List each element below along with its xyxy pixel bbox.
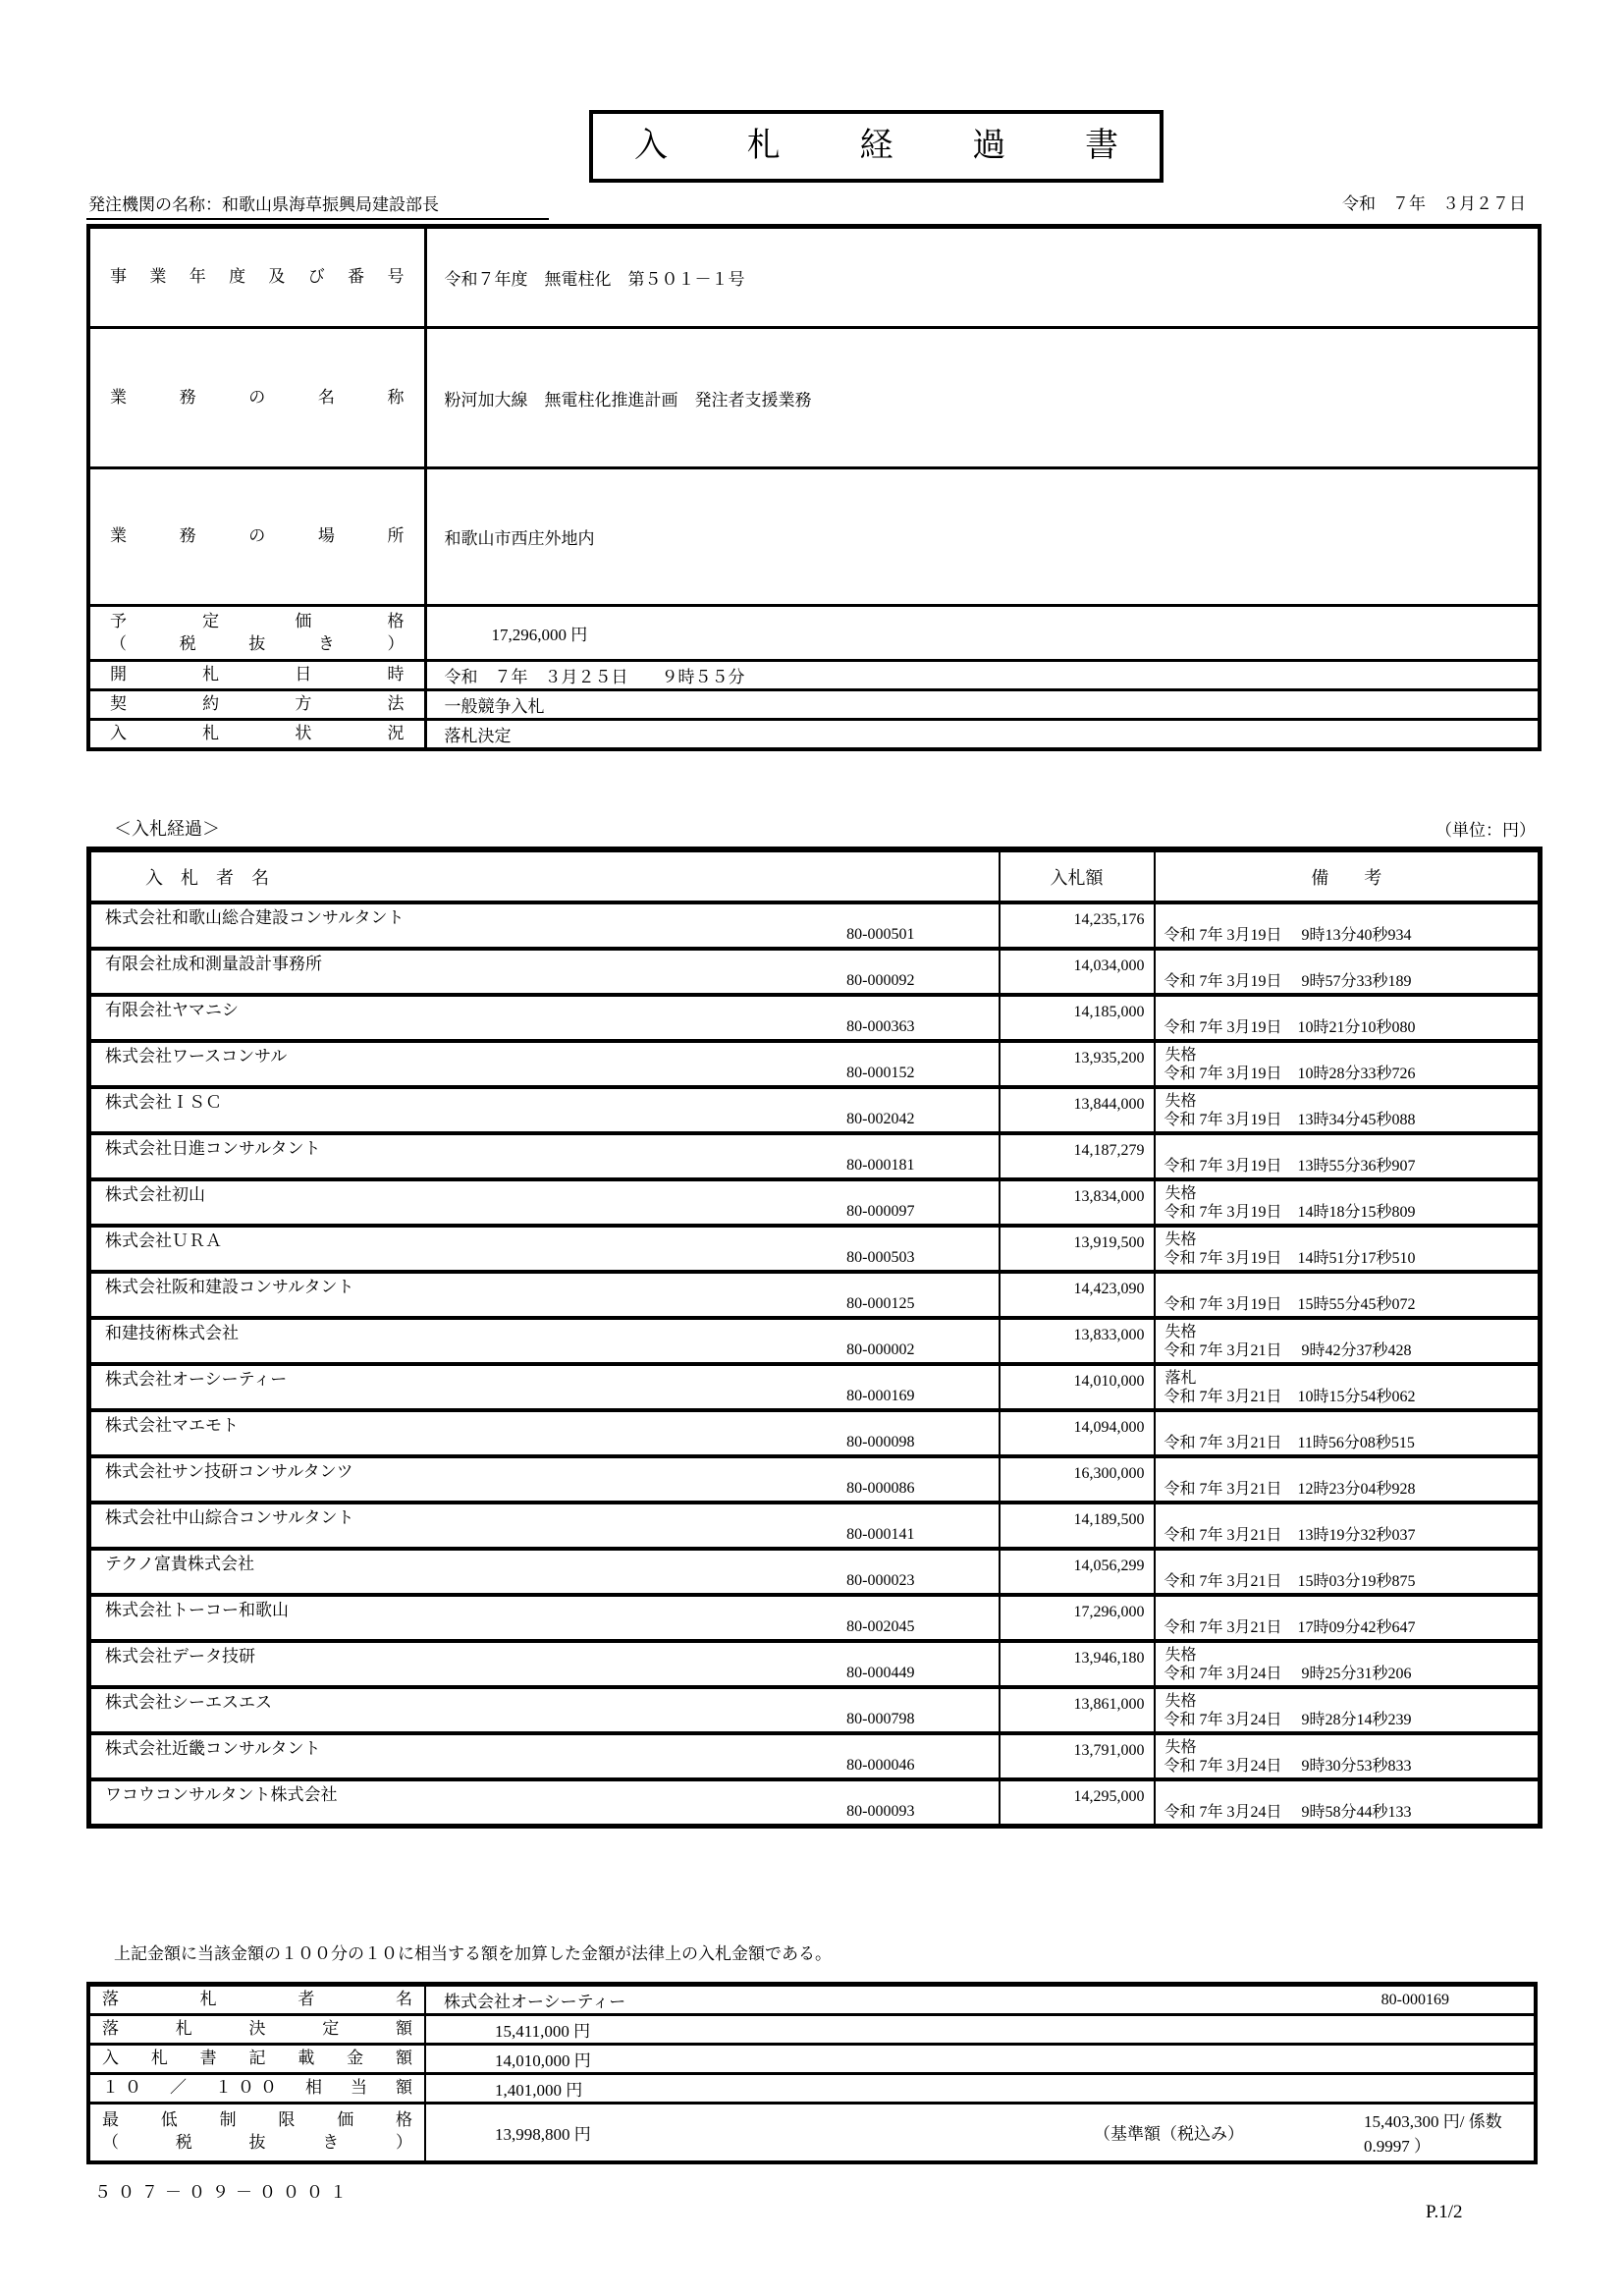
bid-amount: 13,935,200: [1000, 1041, 1155, 1087]
bidder-name: 株式会社和歌山総合建設コンサルタント: [105, 908, 405, 927]
document-date: 令和 ７年 ３月２７日: [1342, 194, 1526, 213]
bidder-name: 和建技術株式会社: [105, 1324, 239, 1342]
bid-datetime: 令和 7年 3月19日 10時21分10秒080: [1164, 1019, 1416, 1036]
bidder-name: 株式会社マエモト: [105, 1416, 239, 1435]
bid-datetime: 令和 7年 3月19日 13時34分45秒088: [1164, 1112, 1416, 1128]
bid-datetime: 令和 7年 3月21日 12時23分04秒928: [1164, 1481, 1416, 1498]
info-label-bid-state: 入 札 状 況: [110, 724, 405, 743]
award-label-decision-amount: 落 札 決 定 額: [102, 2019, 412, 2039]
bidder-code: 80-000449: [846, 1665, 915, 1681]
base-amount-value: 15,403,300 円/ 係数 0.9997 ）: [1364, 2112, 1502, 2157]
table-row: [88, 606, 1540, 661]
bid-section-label: ＜入札経過＞: [114, 819, 220, 839]
bid-amount: 13,844,000: [1000, 1087, 1155, 1133]
info-label-work-place: 業 務 の 場 所: [110, 526, 405, 546]
table-row: [88, 2045, 1536, 2074]
bid-status: 失格: [1164, 1324, 1197, 1340]
table-row: [89, 1733, 1541, 1779]
bidder-code: 80-000798: [846, 1711, 915, 1727]
bid-datetime: 令和 7年 3月24日 9時30分53秒833: [1164, 1758, 1412, 1775]
table-row: [89, 1272, 1541, 1318]
table-row: [89, 995, 1541, 1041]
table-row: [89, 1503, 1541, 1549]
bid-status: 失格: [1164, 1693, 1197, 1710]
bidder-code: 80-000169: [846, 1388, 915, 1404]
bidder-name: 株式会社サン技研コンサルタンツ: [105, 1462, 353, 1481]
bidder-name: 株式会社阪和建設コンサルタント: [105, 1278, 354, 1296]
bidder-code: 80-000141: [846, 1526, 915, 1543]
info-value-bid-state: 落札決定: [425, 720, 1540, 750]
bidder-code: 80-000501: [846, 926, 915, 943]
bidder-name: 有限会社成和測量設計事務所: [105, 955, 322, 973]
bid-amount: 14,235,176: [1000, 902, 1155, 949]
bid-amount: 14,423,090: [1000, 1272, 1155, 1318]
table-row: [89, 1687, 1541, 1733]
table-row: [89, 1549, 1541, 1595]
bid-datetime: 令和 7年 3月19日 9時57分33秒189: [1164, 973, 1412, 990]
bid-datetime: 令和 7年 3月19日 15時55分45秒072: [1164, 1296, 1416, 1313]
bid-amount: 14,185,000: [1000, 995, 1155, 1041]
award-label-minimum-price: 最 低 制 限 価 格: [102, 2110, 412, 2130]
bid-status: 失格: [1164, 1647, 1197, 1664]
bidder-name: 株式会社ワースコンサル: [105, 1047, 288, 1066]
award-label-winner: 落 札 者 名: [102, 1990, 412, 2009]
document-number: ５０７－０９－０００１: [94, 2183, 353, 2202]
bid-amount: 14,034,000: [1000, 949, 1155, 995]
bidder-name: テクノ富貴株式会社: [105, 1555, 254, 1573]
table-row: [88, 661, 1540, 690]
bid-amount: 14,187,279: [1000, 1133, 1155, 1179]
bid-datetime: 令和 7年 3月21日 10時15分54秒062: [1164, 1389, 1416, 1405]
page-number: P.1/2: [1426, 2202, 1463, 2222]
bidder-code: 80-002042: [846, 1111, 915, 1127]
winner-name: 株式会社オーシーティー: [444, 1993, 626, 2011]
bid-amount: 13,861,000: [1000, 1687, 1155, 1733]
bidder-code: 80-000125: [846, 1295, 915, 1312]
bidder-code: 80-000098: [846, 1434, 915, 1450]
bidder-name: 株式会社日進コンサルタント: [105, 1139, 321, 1158]
ratio-amount: 1,401,000 円: [425, 2074, 1536, 2104]
bid-amount: 14,189,500: [1000, 1503, 1155, 1549]
bid-datetime: 令和 7年 3月21日 11時56分08秒515: [1164, 1435, 1415, 1451]
info-value-opening-datetime: 令和 ７年 ３月２５日 ９時５５分: [425, 661, 1540, 690]
bid-amount: 14,056,299: [1000, 1549, 1155, 1595]
table-row: [89, 1364, 1541, 1410]
unit-label: （単位：円）: [1435, 821, 1536, 840]
table-row: [89, 1087, 1541, 1133]
table-row: [88, 2104, 1536, 2162]
minimum-price: 13,998,800 円: [495, 2124, 591, 2144]
bidder-code: 80-000503: [846, 1249, 915, 1266]
award-summary-table: [86, 1982, 1538, 2164]
bidder-code: 80-000002: [846, 1341, 915, 1358]
bidder-code: 80-000363: [846, 1018, 915, 1035]
table-row: [89, 1456, 1541, 1503]
bid-amount: 13,946,180: [1000, 1641, 1155, 1687]
bidder-name: 株式会社ＩＳＣ: [105, 1093, 222, 1112]
award-label-written-amount: 入 札 書 記 載 金 額: [102, 2049, 412, 2068]
bid-datetime: 令和 7年 3月24日 9時58分44秒133: [1164, 1803, 1412, 1821]
table-row: [89, 1318, 1541, 1364]
bid-status: 失格: [1164, 1047, 1197, 1064]
table-row: [89, 1226, 1541, 1272]
bidder-name: 株式会社近畿コンサルタント: [105, 1739, 321, 1758]
bid-datetime: 令和 7年 3月21日 17時09分42秒647: [1164, 1619, 1416, 1636]
info-label-opening-datetime: 開 札 日 時: [110, 665, 405, 684]
bidder-code: 80-000086: [846, 1480, 915, 1497]
table-row: [88, 468, 1540, 606]
bid-amount: 14,010,000: [1000, 1364, 1155, 1410]
table-row: [89, 949, 1541, 995]
info-label-tax-excluded: （ 税 抜 き ）: [110, 633, 405, 653]
bidder-name: 株式会社オーシーティー: [105, 1370, 288, 1389]
bid-amount: 13,791,000: [1000, 1733, 1155, 1779]
bid-datetime: 令和 7年 3月19日 10時28分33秒726: [1164, 1066, 1416, 1082]
info-label-project-number: 事 業 年 度 及 び 番 号: [110, 267, 405, 287]
info-label-contract-method: 契 約 方 法: [110, 694, 405, 714]
bid-amount: 13,834,000: [1000, 1179, 1155, 1226]
bidder-code: 80-000181: [846, 1157, 915, 1174]
bid-datetime: 令和 7年 3月24日 9時25分31秒206: [1164, 1666, 1412, 1682]
info-value-project-number: 令和７年度 無電柱化 第５０１－１号: [425, 227, 1540, 328]
winner-code: 80-000169: [1380, 1991, 1449, 2008]
info-label-work-name: 業 務 の 名 称: [110, 387, 405, 407]
table-row: [88, 2074, 1536, 2104]
bidder-name: 有限会社ヤマニシ: [105, 1001, 239, 1019]
table-row: [89, 1410, 1541, 1456]
table-row: [89, 902, 1541, 949]
bid-datetime: 令和 7年 3月21日 15時03分19秒875: [1164, 1573, 1416, 1590]
table-row: [89, 1133, 1541, 1179]
bid-history-table: [86, 847, 1543, 1829]
column-header-amount: 入札額: [1000, 849, 1155, 902]
bidder-code: 80-000046: [846, 1757, 915, 1774]
page-title: 入 札 経 過 書: [634, 128, 1118, 164]
award-label-tax-excluded: （ 税 抜 き ）: [102, 2133, 412, 2153]
column-header-note: 備 考: [1155, 849, 1541, 902]
info-value-work-place: 和歌山市西庄外地内: [425, 468, 1540, 606]
info-label-planned-price: 予 定 価 格: [110, 611, 405, 630]
document-title-box: [589, 110, 1164, 183]
table-row: [88, 690, 1540, 720]
award-label-ratio-amount: １０ ／ １００ 相 当 額: [102, 2078, 412, 2098]
decision-amount: 15,411,000 円: [425, 2015, 1536, 2045]
ordering-agency: 発注機関の名称：和歌山県海草振興局建設部長: [86, 189, 549, 220]
bid-amount: 16,300,000: [1000, 1456, 1155, 1503]
bid-amount: 14,094,000: [1000, 1410, 1155, 1456]
bidder-code: 80-000097: [846, 1203, 915, 1220]
table-row: [88, 227, 1540, 328]
table-row: [88, 328, 1540, 468]
table-row: [88, 720, 1540, 750]
bid-amount: 13,919,500: [1000, 1226, 1155, 1272]
bidder-name: 株式会社トーコー和歌山: [105, 1601, 289, 1619]
bidder-name: 株式会社シーエスエス: [105, 1693, 272, 1712]
table-row: [88, 1985, 1536, 2015]
bid-amount: 14,295,000: [1000, 1779, 1155, 1826]
bidder-name: 株式会社初山: [105, 1185, 205, 1204]
bid-amount: 13,833,000: [1000, 1318, 1155, 1364]
bid-status: 失格: [1164, 1093, 1197, 1110]
table-row: [89, 1641, 1541, 1687]
project-info-table: [86, 224, 1542, 751]
bid-datetime: 令和 7年 3月19日 14時18分15秒809: [1164, 1204, 1416, 1221]
table-header-row: [89, 849, 1541, 902]
bid-section-header: [86, 813, 1538, 841]
table-row: [89, 1179, 1541, 1226]
bid-amount: 17,296,000: [1000, 1595, 1155, 1641]
bid-status: 失格: [1164, 1739, 1197, 1756]
bidder-name: ワコウコンサルタント株式会社: [105, 1785, 338, 1804]
bid-datetime: 令和 7年 3月19日 13時55分36秒907: [1164, 1158, 1416, 1175]
bid-status: 落札: [1164, 1370, 1197, 1387]
bidder-code: 80-002045: [846, 1618, 915, 1635]
bid-datetime: 令和 7年 3月19日 14時51分17秒510: [1164, 1250, 1416, 1267]
info-value-work-name: 粉河加大線 無電柱化推進計画 発注者支援業務: [425, 328, 1540, 468]
column-header-bidder: 入 札 者 名: [89, 849, 1000, 902]
bidder-name: 株式会社ＵＲＡ: [105, 1231, 222, 1250]
bid-datetime: 令和 7年 3月24日 9時28分14秒239: [1164, 1712, 1412, 1728]
bidder-name: 株式会社中山綜合コンサルタント: [105, 1508, 354, 1527]
bidder-name: 株式会社データ技研: [105, 1647, 255, 1666]
written-amount: 14,010,000 円: [425, 2045, 1536, 2074]
table-row: [89, 1041, 1541, 1087]
table-row: [89, 1779, 1541, 1826]
bid-status: 失格: [1164, 1185, 1197, 1202]
bid-datetime: 令和 7年 3月21日 9時42分37秒428: [1164, 1342, 1412, 1359]
bidder-code: 80-000092: [846, 972, 915, 989]
table-row: [88, 2015, 1536, 2045]
info-value-contract-method: 一般競争入札: [425, 690, 1540, 720]
bid-status: 失格: [1164, 1231, 1197, 1248]
info-value-planned-price: 17,296,000 円: [425, 606, 1540, 661]
base-amount-label: （基準額（税込み）: [1094, 2124, 1244, 2144]
document-header: [86, 189, 1542, 218]
table-row: [89, 1595, 1541, 1641]
bidder-code: 80-000152: [846, 1065, 915, 1081]
bid-datetime: 令和 7年 3月21日 13時19分32秒037: [1164, 1527, 1416, 1544]
bidder-code: 80-000093: [846, 1802, 915, 1820]
bid-datetime: 令和 7年 3月19日 9時13分40秒934: [1164, 927, 1412, 944]
bidder-code: 80-000023: [846, 1572, 915, 1589]
legal-note: 上記金額に当該金額の１００分の１０に相当する額を加算した金額が法律上の入札金額である。: [114, 1944, 832, 1963]
